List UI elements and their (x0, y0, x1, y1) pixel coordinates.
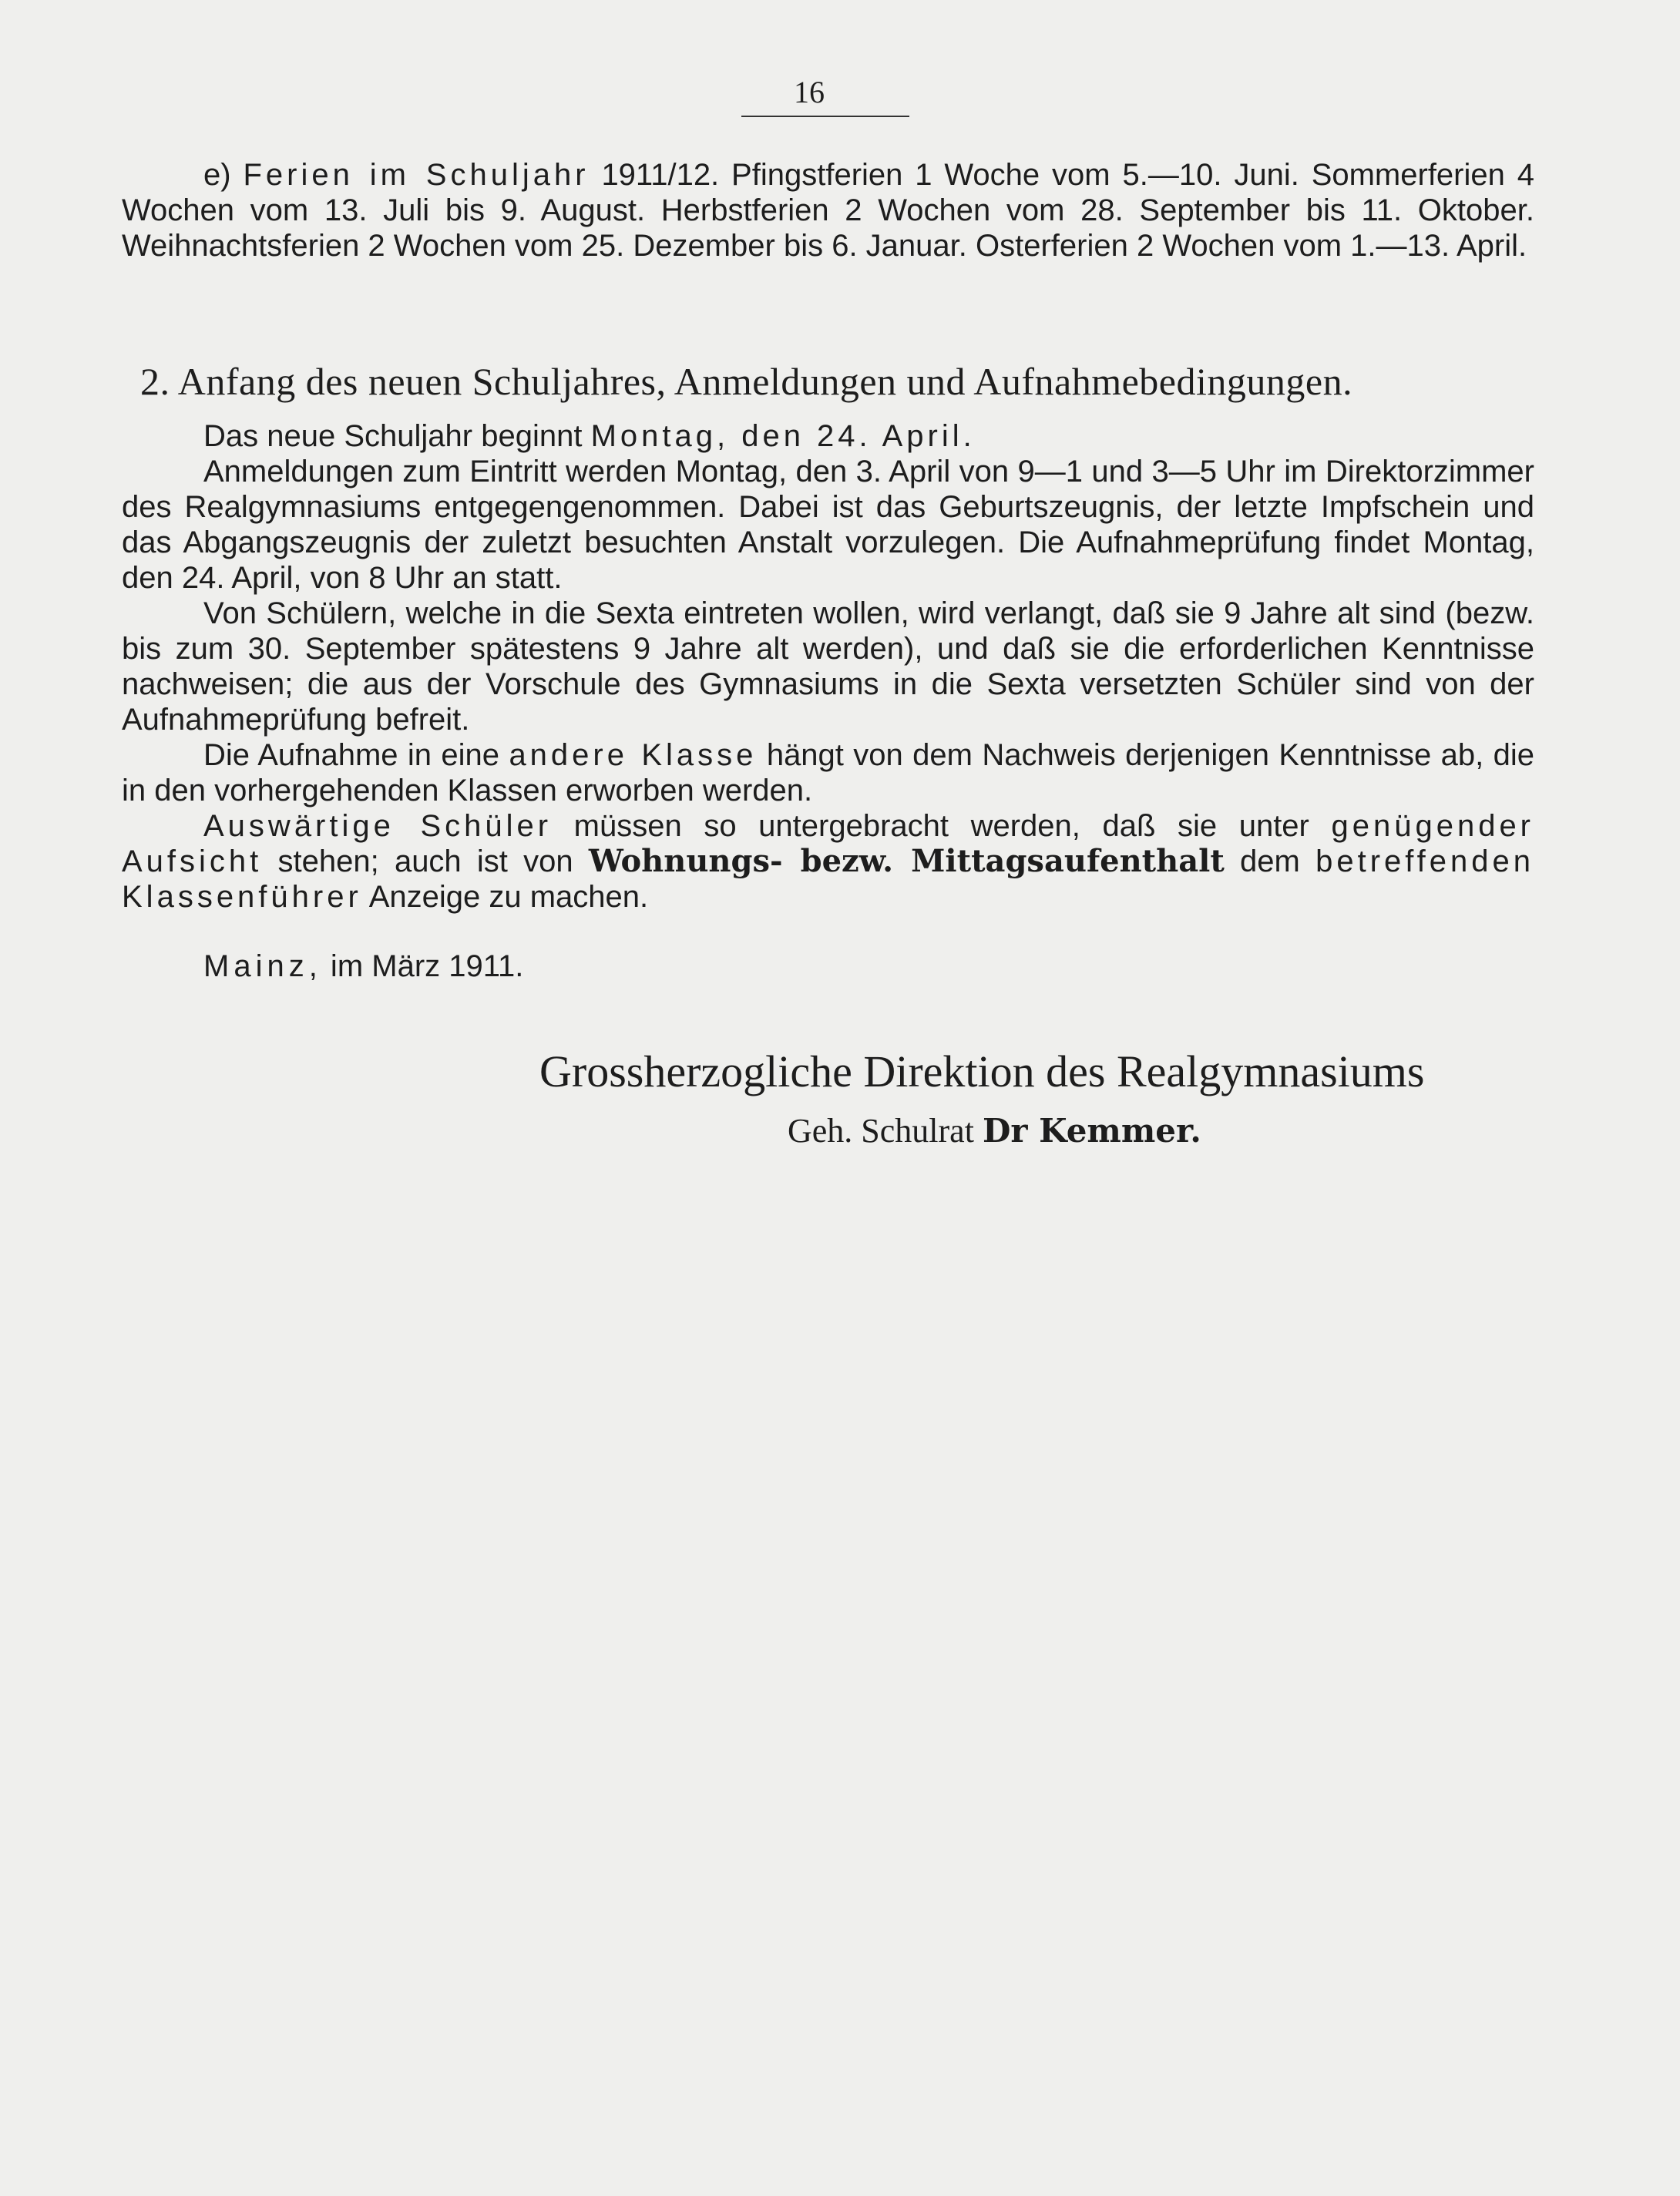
vacation-paragraph (122, 157, 1534, 264)
external-students-paragraph: Auswärtige Schüler müssen so untergebracht werden, daß sie unter genügender Aufsicht stehen; auch ist von Wohnungs- bezw. Mittagsaufenthalt dem betreffenden Klassenführer Anzeige zu machen. (122, 809, 1535, 914)
signer-name: Dr Kemmer. (982, 1112, 1201, 1150)
page-number-rule (741, 116, 909, 117)
place-date: Mainz, im März 1911. (203, 949, 524, 983)
vacation-label: e) (203, 158, 244, 192)
sexta-paragraph: Von Schülern, welche in die Sexta eintreten wollen, wird verlangt, daß sie 9 Jahre alt sind (bezw. bis zum 30. September spätestens 9 Jahre alt werden), und daß sie die erforderlichen Kenntnisse nachweisen; die aus der Vorschule des Gymnasiums in die Sexta versetzten Schüler sind von der Aufnahmeprüfung befreit. (122, 596, 1534, 737)
start-date: Montag, den 24. April. (590, 419, 976, 453)
section-heading: 2. Anfang des neuen Schuljahres, Anmeldungen und Aufnahmebedingungen. (140, 360, 1353, 403)
other-class-paragraph: Die Aufnahme in eine andere Klasse hängt von dem Nachweis derjenigen Kenntnisse ab, die in den vorhergehenden Klassen erworben werden. (122, 738, 1534, 808)
signer-line: Geh. Schulrat Dr Kemmer. (788, 1112, 1201, 1150)
start-date-paragraph: Das neue Schuljahr beginnt Montag, den 24. April. (203, 419, 976, 453)
vacation-heading: Ferien im Schuljahr (243, 158, 590, 192)
registration-paragraph: Anmeldungen zum Eintritt werden Montag, den 3. April von 9—1 und 3—5 Uhr im Direktorzimmer des Realgymnasiums entgegengenommen. Dabei ist das Geburtszeugnis, der letzte Impfschein und das Abgangszeugnis der zuletzt besuchten Anstalt vorzulegen. Die Aufnahmeprüfung findet Montag, den 24. April, von 8 Uhr an statt. (122, 455, 1534, 595)
vacation-text: 1911/12. Pfingstferien 1 Woche vom 5.—10. Juni. Sommerferien 4 Wochen vom 13. Juli bis 9. August. Herbstferien 2 Wochen vom 28. September bis 11. Oktober. Weihnachtsferien 2 Wochen vom 25. Dezember bis 6. Januar. Osterferien 2 Wochen vom 1.—13. April. (122, 158, 1535, 263)
page-number: 16 (794, 75, 825, 109)
section-body (122, 418, 1534, 915)
lodging-emphasis: Wohnungs- bezw. Mittagsaufenthalt (588, 843, 1225, 879)
directorate-signature: Grossherzogliche Direktion des Realgymnasiums (539, 1046, 1425, 1096)
